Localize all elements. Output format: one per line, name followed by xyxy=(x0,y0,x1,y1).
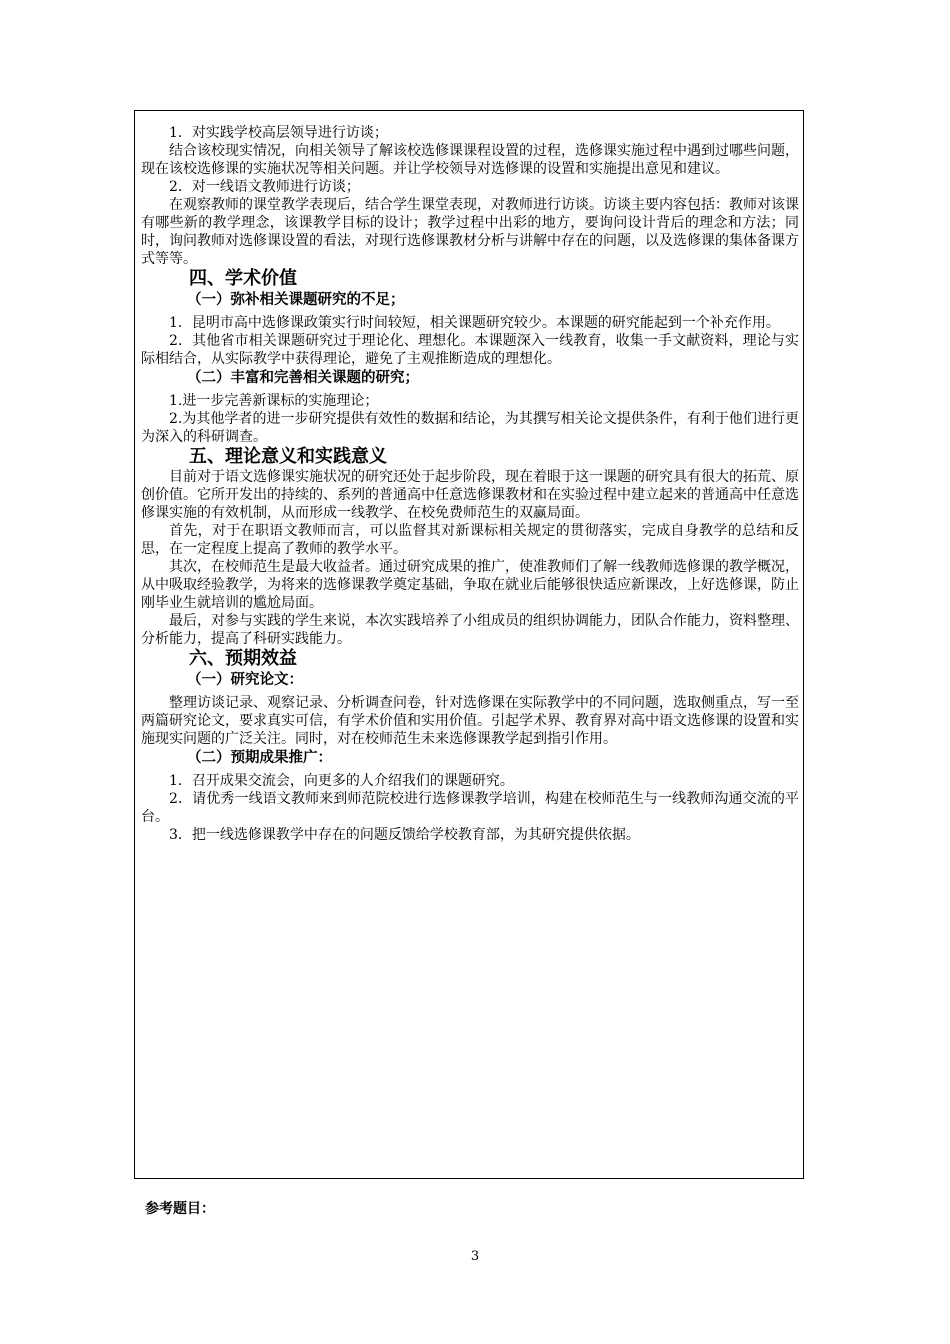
body-paragraph: 首先，对于在职语文教师而言，可以监督其对新课标相关规定的贯彻落实，完成自身教学的总结和反思，在一定程度上提高了教师的教学水平。 xyxy=(141,523,799,557)
body-paragraph: 1．对实践学校高层领导进行访谈； xyxy=(169,125,388,141)
subsection-heading: （二）丰富和完善相关课题的研究； xyxy=(187,370,419,386)
body-paragraph: 整理访谈记录、观察记录、分析调查问卷，针对选修课在实际教学中的不同问题，选取侧重点，写一至两篇研究论文，要求真实可信，有学术价值和实用价值。引起学术界、教育界对高中语文选修课的设置和实施现实问题的广泛关注。同时，对在校师范生未来选修课教学起到指引作用。 xyxy=(141,695,799,747)
body-paragraph: 目前对于语文选修课实施状况的研究还处于起步阶段，现在着眼于这一课题的研究具有很大的拓荒、原创价值。它所开发出的持续的、系列的普通高中任意选修课教材和在实验过程中建立起来的普通高中任意选修课实施的有效机制，从而形成一线教学、在校免费师范生的双赢局面。 xyxy=(141,469,799,521)
body-paragraph: 2．请优秀一线语文教师来到师范院校进行选修课教学培训，构建在校师范生与一线教师沟通交流的平台。 xyxy=(141,791,799,825)
body-paragraph: 2.为其他学者的进一步研究提供有效性的数据和结论，为其撰写相关论文提供条件，有利于他们进行更为深入的科研调查。 xyxy=(141,411,799,445)
body-paragraph: 最后，对参与实践的学生来说，本次实践培养了小组成员的组织协调能力，团队合作能力，资料整理、分析能力，提高了科研实践能力。 xyxy=(141,613,799,647)
document-body xyxy=(141,124,799,844)
subsection-heading: （二）预期成果推广： xyxy=(187,750,332,766)
section-heading: 六、预期效益 xyxy=(189,648,297,669)
body-paragraph: 3．把一线选修课教学中存在的问题反馈给学校教育部，为其研究提供依据。 xyxy=(169,827,640,843)
body-paragraph: 在观察教师的课堂教学表现后，结合学生课堂表现，对教师进行访谈。访谈主要内容包括：教师对该课有哪些新的教学理念，该课教学目标的设计；教学过程中出彩的地方，要询问设计背后的理念和方法；同时，询问教师对选修课设置的看法，对现行选修课教材分析与讲解中存在的问题，以及选修课的集体备课方式等等。 xyxy=(141,197,799,267)
body-paragraph: 2．对一线语文教师进行访谈； xyxy=(169,179,360,195)
body-paragraph: 1．昆明市高中选修课政策实行时间较短，相关课题研究较少。本课题的研究能起到一个补充作用。 xyxy=(169,315,780,331)
body-paragraph: 结合该校现实情况，向相关领导了解该校选修课课程设置的过程，选修课实施过程中遇到过哪些问题，现在该校选修课的实施状况等相关问题。并让学校领导对选修课的设置和实施提出意见和建议。 xyxy=(141,143,799,177)
body-paragraph: 1．召开成果交流会，向更多的人介绍我们的课题研究。 xyxy=(169,773,514,789)
subsection-heading: （一）研究论文： xyxy=(187,672,303,688)
reference-label: 参考题目： xyxy=(145,1201,215,1217)
subsection-heading: （一）弥补相关课题研究的不足； xyxy=(187,292,405,308)
body-paragraph: 其次，在校师范生是最大收益者。通过研究成果的推广，使准教师们了解一线教师选修课的教学概况，从中吸取经验教学，为将来的选修课教学奠定基础，争取在就业后能够很快适应新课改，上好选修课，防止刚毕业生就培训的尴尬局面。 xyxy=(141,559,799,611)
section-heading: 五、理论意义和实践意义 xyxy=(189,446,387,467)
section-heading: 四、学术价值 xyxy=(189,268,297,289)
body-paragraph: 2．其他省市相关课题研究过于理论化、理想化。本课题深入一线教育，收集一手文献资料，理论与实际相结合，从实际教学中获得理论，避免了主观推断造成的理想化。 xyxy=(141,333,799,367)
page-number: 3 xyxy=(470,1249,480,1264)
body-paragraph: 1.进一步完善新课标的实施理论； xyxy=(169,393,379,409)
